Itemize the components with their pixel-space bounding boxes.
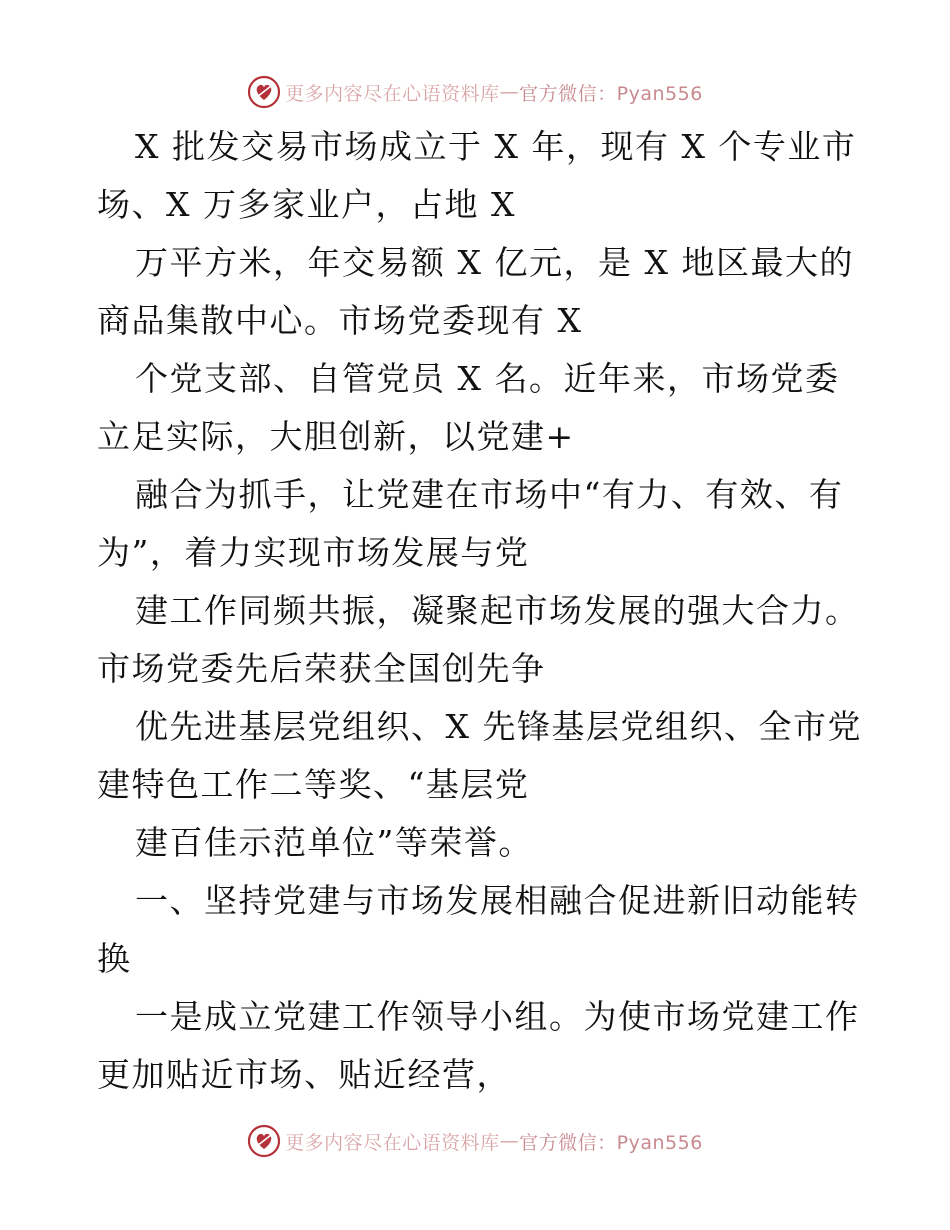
document-body: [97, 118, 862, 1104]
footer-watermark: [0, 1121, 950, 1161]
heart-logo-icon: [247, 75, 281, 109]
footer-brand-text: 更多内容尽在心语资料库: [285, 1131, 500, 1154]
paragraph-line: 万平方米，年交易额 X 亿元，是 X 地区最大的: [135, 243, 854, 282]
section-heading: 一、坚持党建与市场发展相融合促进新旧动能转: [135, 881, 860, 920]
paragraph-line: 商品集散中心。市场党委现有 X: [97, 301, 583, 340]
section-heading-continuation: 换: [97, 939, 132, 978]
paragraph-line: 优先进基层党组织、X 先锋基层党组织、全市党: [135, 707, 862, 746]
paragraph-line: 建工作同频共振，凝聚起市场发展的强大合力。: [135, 591, 860, 630]
paragraph-line: 为”，着力实现市场发展与党: [97, 533, 530, 572]
header-watermark: [0, 72, 950, 112]
paragraph-line: 一是成立党建工作领导小组。为使市场党建工作: [135, 997, 860, 1036]
paragraph-line: 建百佳示范单位”等荣誉。: [135, 823, 533, 862]
paragraph-line: 建特色工作二等奖、“基层党: [97, 765, 530, 804]
paragraph-line: 融合为抓手，让党建在市场中“有力、有效、有: [135, 475, 844, 514]
paragraph-line: 立足实际，大胆创新，以党建+: [97, 417, 575, 456]
header-account-text: 官方微信：Pyan556: [519, 82, 703, 105]
footer-account-text: 官方微信：Pyan556: [519, 1131, 703, 1154]
paragraph-line: 市场党委先后荣获全国创先争: [97, 649, 546, 688]
header-brand-text: 更多内容尽在心语资料库: [285, 82, 500, 105]
paragraph-line: 个党支部、自管党员 X 名。近年来，市场党委: [135, 359, 840, 398]
heart-logo-icon: [247, 1124, 281, 1158]
paragraph-line: X 批发交易市场成立于 X 年，现有 X 个专业市: [135, 127, 857, 166]
footer-separator: —: [499, 1130, 520, 1152]
header-separator: —: [499, 81, 520, 103]
paragraph-line: 场、X 万多家业户，占地 X: [97, 185, 516, 224]
paragraph-line: 更加贴近市场、贴近经营，: [97, 1055, 511, 1094]
